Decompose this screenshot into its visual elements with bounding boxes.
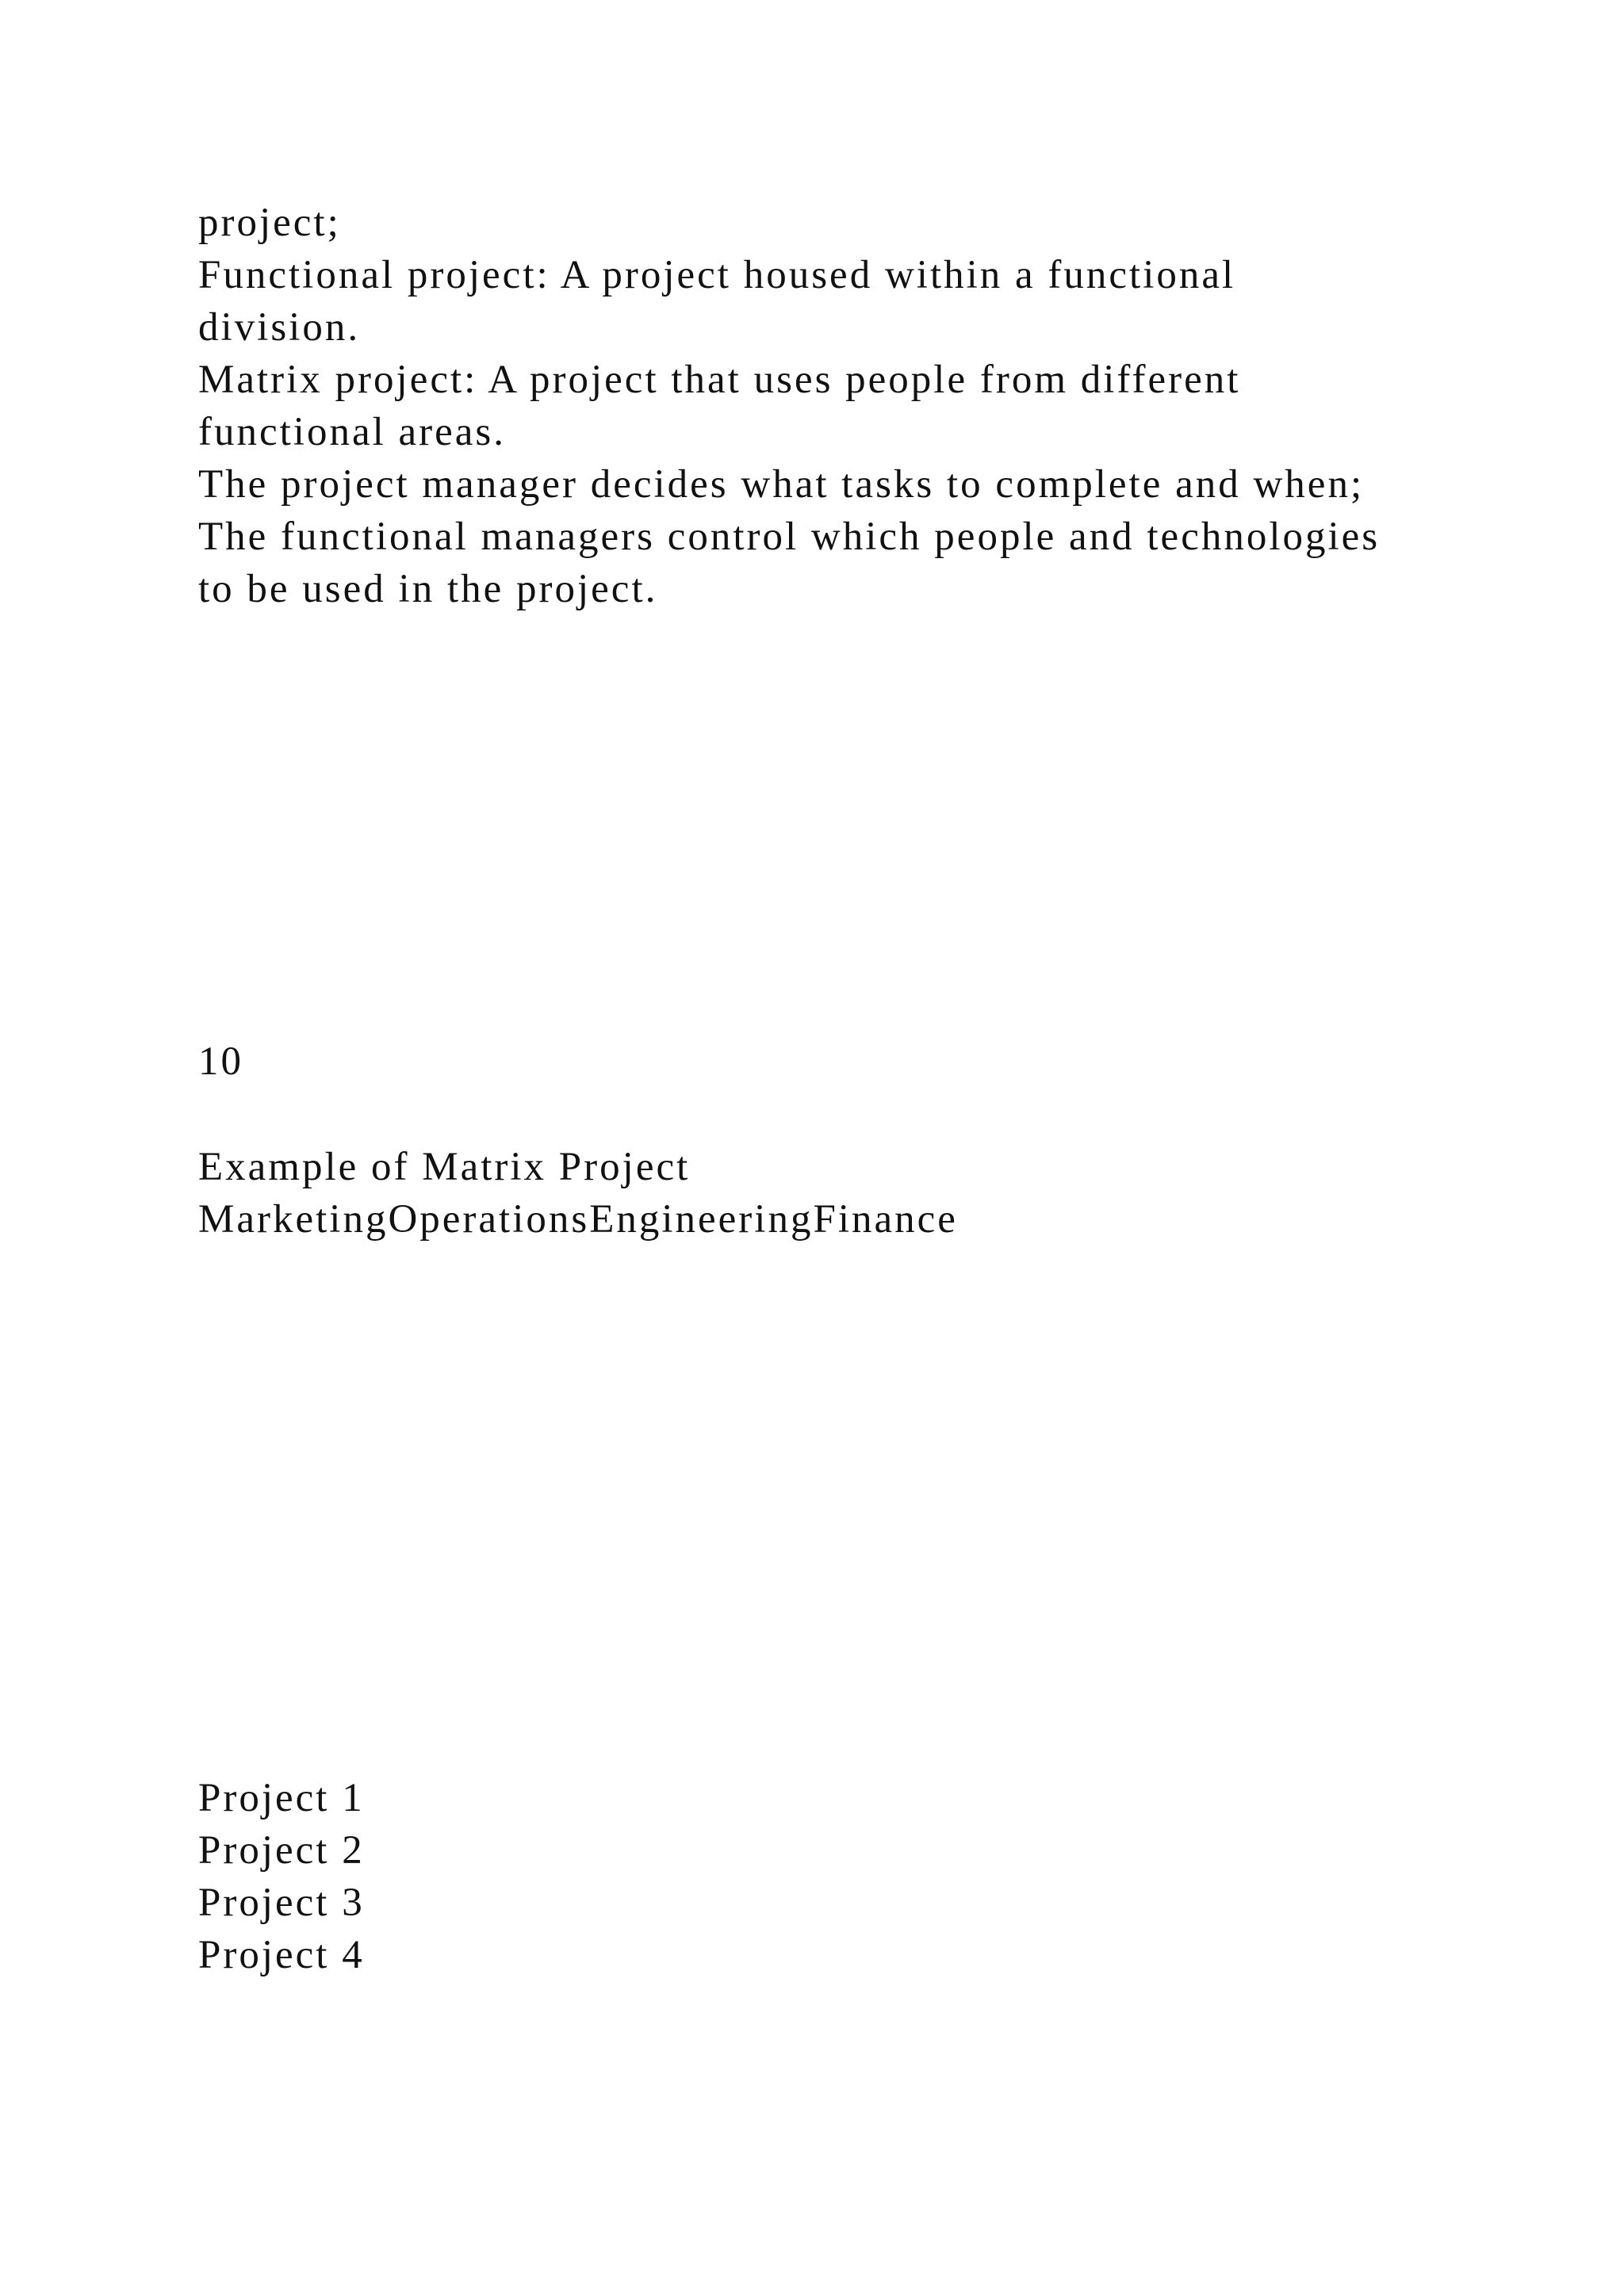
departments-line: MarketingOperationsEngineeringFinance	[198, 1197, 958, 1242]
slide-number: 10	[198, 1039, 243, 1084]
project-label: Project 1	[198, 1776, 365, 1820]
definition-line: project;	[198, 201, 341, 245]
definition-line: The project manager decides what tasks to complete and when;	[198, 462, 1365, 507]
definition-line: to be used in the project.	[198, 567, 658, 611]
definition-line: Functional project: A project housed within a functional	[198, 253, 1236, 297]
definition-line: functional areas.	[198, 410, 507, 454]
project-label: Project 3	[198, 1881, 365, 1925]
definition-line: Matrix project: A project that uses people from different	[198, 358, 1241, 402]
project-label: Project 4	[198, 1933, 365, 1977]
definition-line: The functional managers control which people and technologies	[198, 515, 1381, 559]
definition-line: division.	[198, 305, 361, 350]
project-label: Project 2	[198, 1828, 365, 1873]
example-title: Example of Matrix Project	[198, 1145, 691, 1189]
